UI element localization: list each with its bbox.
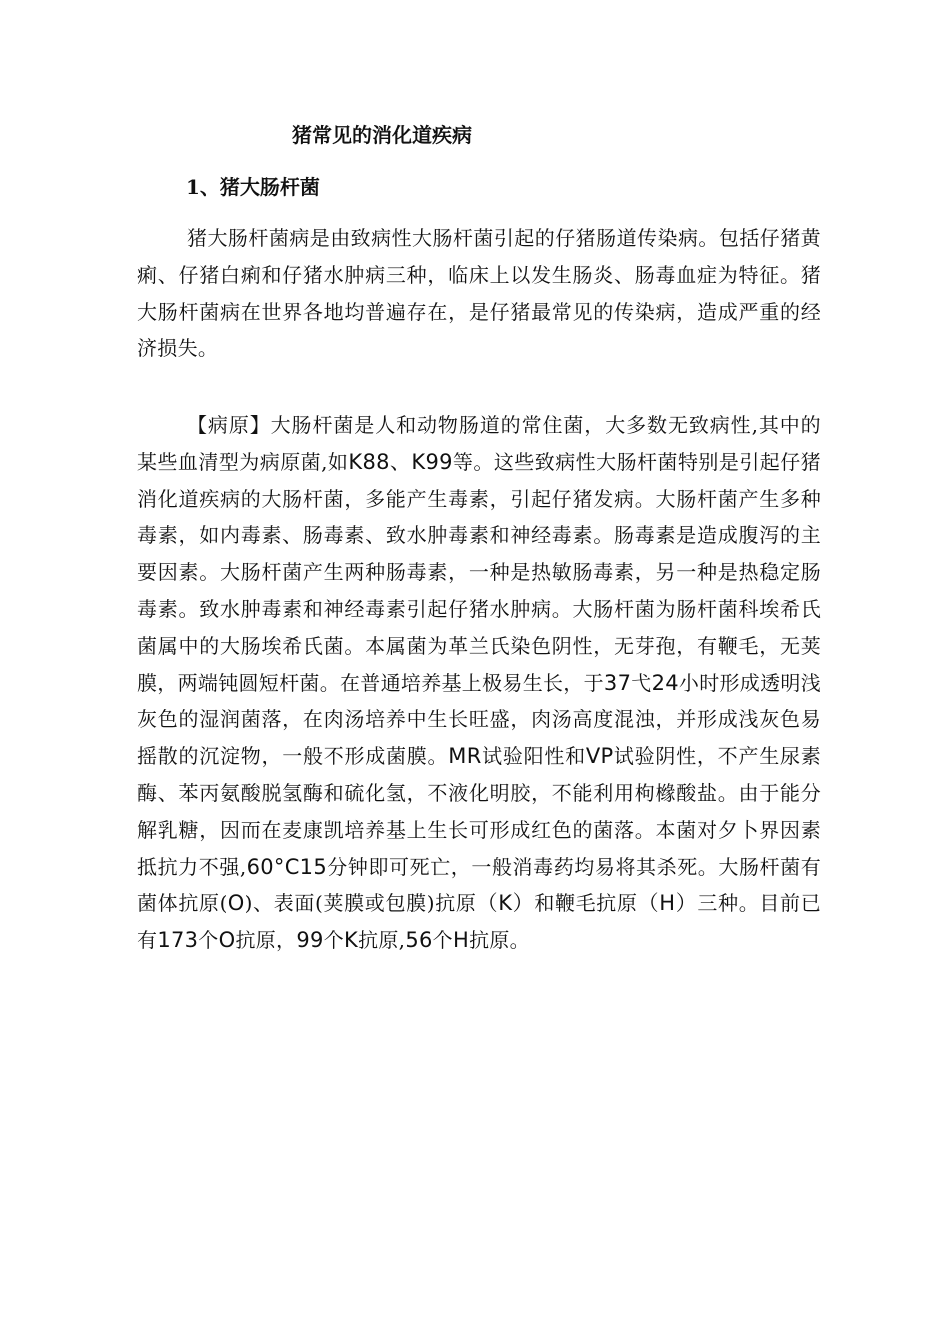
k-antigen-label: （K） <box>476 891 535 916</box>
mr-test-label: MR <box>448 744 482 769</box>
o-letter: O <box>218 928 236 953</box>
h-antigen-label: （H） <box>637 891 698 916</box>
text-run: )、表面(荚膜或包膜)抗原 <box>244 891 477 916</box>
text-run: 个 <box>432 928 453 953</box>
text-run: 和鞭毛抗原 <box>534 891 638 916</box>
k-antigen-count: 99 <box>296 928 324 953</box>
intro-paragraph: 猪大肠杆菌病是由致病性大肠杆菌引起的仔猪肠道传染病。包括仔猪黄痢、仔猪白痢和仔猪水肿病三种，临床上以发生肠炎、肠毒血症为特征。猪大肠杆菌病在世界各地均普遍存在，是仔猪最常见的传染病，造成严重的经济损失。 <box>137 226 821 361</box>
text-run: 三种。目前已有 <box>137 891 822 953</box>
vp-test-label: VP <box>585 744 614 769</box>
text-run: 抗原, <box>358 928 406 953</box>
text-run: 分钟即可死亡，一般消毒药均易将其杀死。大肠杆菌有菌体抗原( <box>137 854 821 916</box>
h-antigen-count: 56 <box>405 928 433 953</box>
k-letter: K <box>344 928 359 953</box>
text-run: 小时形成透明浅灰色的湿润菌落，在肉汤培养中生长旺盛，肉汤高度混浊，并形成浅灰色易摇散的沉淀物，一般不形成菌膜。 <box>137 670 821 769</box>
text-run: 弋 <box>631 670 652 695</box>
text-run: 个 <box>323 928 344 953</box>
h-letter: H <box>452 928 470 953</box>
text-run: 抗原， <box>235 928 297 953</box>
o-antigen-count: 173 <box>157 928 199 953</box>
text-run: 个 <box>198 928 219 953</box>
text-run: 试验阴性，不产生尿素酶、苯丙氨酸脱氢酶和硫化氢，不液化明胶，不能利用枸橼酸盐。由于能分解乳糖，因而在麦康凯培养基上生长可形成红色的菌落。本菌对夕卜界因素抵抗力不强, <box>137 744 821 879</box>
pathogen-paragraph <box>137 407 821 959</box>
text-run: 【病原】大肠杆菌是人和动物肠道的常住菌，大多数无致病性,其中的某些血清型为病原菌,如 <box>137 413 821 474</box>
document-title: 猪常见的消化道疾病 <box>292 123 472 147</box>
strain-codes: K88、K99 <box>348 449 453 474</box>
text-run: 抗原。 <box>469 928 530 953</box>
hours-value: 24 <box>651 670 679 695</box>
temperature-value: 37 <box>603 670 632 695</box>
o-antigen-label: O <box>227 891 245 916</box>
kill-temperature: 60°C15 <box>246 854 327 879</box>
text-run: 试验阳性和 <box>481 744 586 769</box>
text-run: 等。这些致病性大肠杆菌特别是引起仔猪消化道疾病的大肠杆菌，多能产生毒素，引起仔猪发病。大肠杆菌产生多种毒素，如内毒素、肠毒素、致水肿毒素和神经毒素。肠毒素是造成腹泻的主要因素。大肠杆菌产生两种肠毒素，一种是热敏肠毒素，另一种是热稳定肠毒素。致水肿毒素和神经毒素引起仔猪水肿病。大肠杆菌为肠杆菌科埃希氏菌属中的大肠埃希氏菌。本属菌为革兰氏染色阴性，无芽孢，有鞭毛，无荚膜，两端钝圆短杆菌。在普通培养基上极易生长，于 <box>137 449 821 695</box>
section-heading: 1、猪大肠杆菌 <box>186 175 320 199</box>
